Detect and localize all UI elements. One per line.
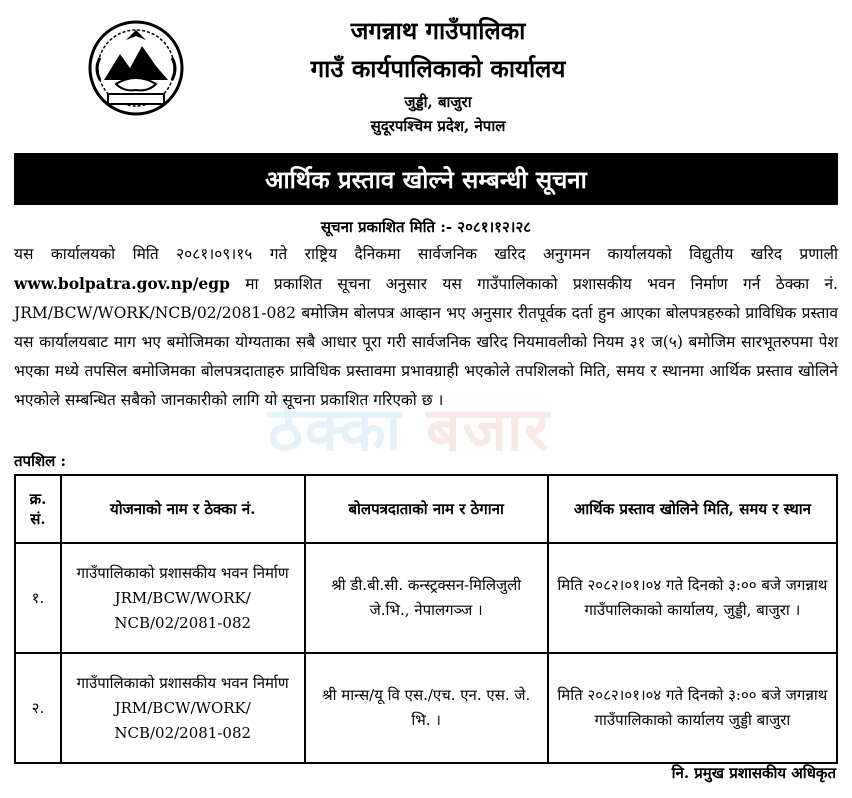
row-opening: मिति २०८२।०१।०४ गते दिनको ३:०० बजे जगन्नाथ गाउँपालिकाको कार्यालय, जुड्डी, बाजुरा । bbox=[548, 543, 837, 653]
row-bidder: श्री डी.बी.सी. कन्स्ट्रक्सन-मिलिजुली जे.भि., नेपालगञ्ज । bbox=[305, 543, 548, 653]
watermark-part1: ठेक्का bbox=[268, 395, 404, 465]
signatory-title: नि. प्रमुख प्रशासकीय अधिकृत bbox=[671, 764, 836, 782]
published-date: सूचना प्रकाशित मिति :- २०८१।१२।२८ bbox=[320, 218, 532, 236]
table-header-row bbox=[15, 475, 837, 543]
row-serial: २. bbox=[15, 653, 61, 763]
watermark-part2: बजार bbox=[426, 395, 551, 465]
header-opening: आर्थिक प्रस्ताव खोलिने मिति, समय र स्थान bbox=[548, 475, 837, 543]
notice-title-banner: आर्थिक प्रस्ताव खोल्ने सम्बन्धी सूचना bbox=[14, 153, 838, 205]
header-serial: क्र. सं. bbox=[15, 475, 61, 543]
municipality-name: जगन्नाथ गाउँपालिका bbox=[350, 16, 526, 45]
row-bidder: श्री मान्स/यू वि एस./एच. एन. एस. जे. भि. । bbox=[305, 653, 548, 763]
details-label: तपशिल : bbox=[14, 452, 67, 470]
table-row bbox=[15, 653, 837, 763]
row-project: गाउँपालिकाको प्रशासकीय भवन निर्माण JRM/BCW/WORK/ NCB/02/2081-082 bbox=[61, 543, 305, 653]
table-row bbox=[15, 543, 837, 653]
body-text-after-url: मा प्रकाशित सूचना अनुसार यस गाउँपालिकाको प्रशासकीय भवन निर्माण गर्न ठेक्का नं. JRM/BCW/WORK/NCB/02/2081-082 बमोजिम बोलपत्र आव्हान भए अनुसार रीतपूर्वक दर्ता हुन आएका बोलपत्रहरुको प्राविधिक प्रस्ताव यस कार्यालयबाट माग भए बमोजिमका योग्यताका सबै आधार पूरा गरी सार्वजनिक खरिद नियमावलीको नियम ३१ ज(५) बमोजिम सारभूतरुपमा पेश भएका मध्ये तपसिल बमोजिमका बोलपत्रदाताहरु प्राविधिक प्रस्तावमा प्रभावग्राही भएकोले तपशिलको मिति, समय र स्थानमा आर्थिक प्रस्ताव खोलिने भएकोले सम्बन्धित सबैको जानकारीको लागि यो सूचना प्रकाशित गरिएको छ । bbox=[14, 275, 838, 409]
row-opening: मिति २०८२।०१।०४ गते दिनको ३:०० बजे जगन्नाथ गाउँपालिकाको कार्यालय जुड्डी बाजुरा bbox=[548, 653, 837, 763]
office-name: गाउँ कार्यपालिकाको कार्यालय bbox=[310, 54, 566, 83]
province-country: सुदूरपश्चिम प्रदेश, नेपाल bbox=[370, 117, 506, 135]
row-serial: १. bbox=[15, 543, 61, 653]
notice-body bbox=[14, 240, 838, 415]
office-address: जुड्डी, बाजुरा bbox=[404, 93, 472, 111]
bid-opening-table bbox=[14, 474, 838, 764]
header-project: योजनाको नाम र ठेक्का नं. bbox=[61, 475, 305, 543]
egp-link[interactable]: www.bolpatra.gov.np/egp bbox=[14, 274, 230, 293]
body-text-before-url: यस कार्यालयको मिति २०८१।०९।१५ गते राष्ट्रिय दैनिकमा सार्वजनिक खरिद अनुगमन कार्यालयको विद्युतीय खरिद प्रणाली bbox=[14, 245, 838, 263]
header-bidder: बोलपत्रदाताको नाम र ठेगाना bbox=[305, 475, 548, 543]
letterhead bbox=[0, 0, 852, 150]
row-project: गाउँपालिकाको प्रशासकीय भवन निर्माण JRM/BCW/WORK/ NCB/02/2081-082 bbox=[61, 653, 305, 763]
